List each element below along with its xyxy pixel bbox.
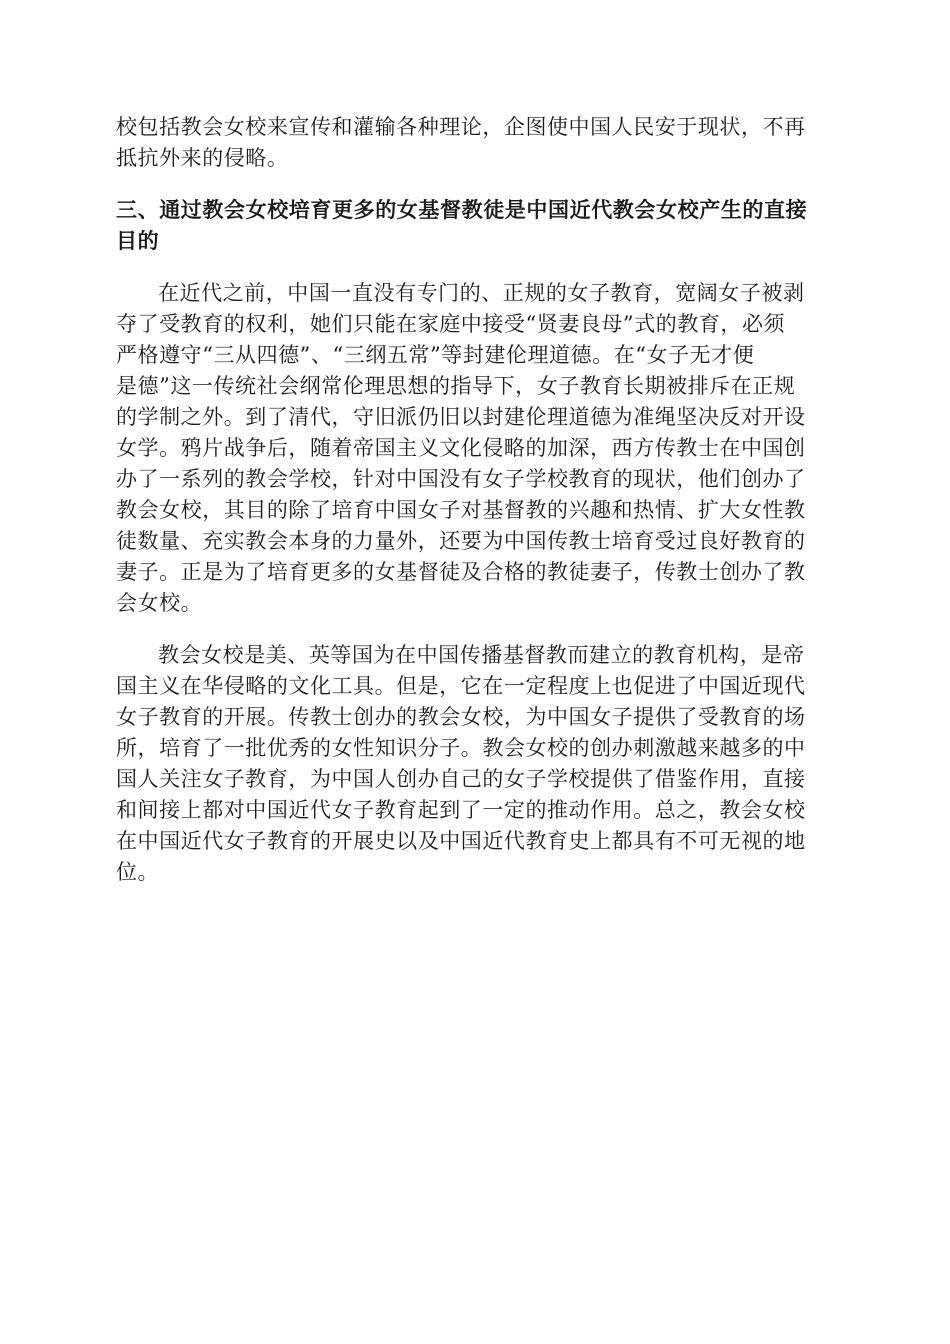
text-line: 会女校。 <box>116 591 203 615</box>
section-heading <box>116 195 832 257</box>
text-line: 教会女校，其目的除了培育中国女子对基督教的兴趣和热情、扩大女性教 <box>116 498 806 522</box>
text-line: 的学制之外。到了清代，守旧派仍旧以封建伦理道德为准绳坚决反对开设 <box>116 405 806 429</box>
body-paragraph-2 <box>116 640 832 888</box>
text-line: 位。 <box>116 860 160 884</box>
text-line: 办了一系列的教会学校，针对中国没有女子学校教育的现状，他们创办了 <box>116 467 806 491</box>
text-line: 夺了受教育的权利，她们只能在家庭中接受“贤妻良母”式的教育，必须 <box>116 312 786 336</box>
text-line: 校包括教会女校来宣传和灌输各种理论，企图使中国人民安于现状，不再 <box>116 115 806 139</box>
heading-line: 三、通过教会女校培育更多的女基督教徒是中国近代教会女校产生的直接 <box>116 198 808 222</box>
text-line: 是德”这一传统社会纲常伦理思想的指导下，女子教育长期被排斥在正规 <box>116 374 796 398</box>
text-line: 妻子。正是为了培育更多的女基督徒及合格的教徒妻子，传教士创办了教 <box>116 560 806 584</box>
text-line: 教会女校是美、英等国为在中国传播基督教而建立的教育机构，是帝 <box>158 643 805 667</box>
text-line: 在近代之前，中国一直没有专门的、正规的女子教育，宽阔女子被剥 <box>158 281 805 305</box>
text-line: 女子教育的开展。传教士创办的教会女校，为中国女子提供了受教育的场 <box>116 705 806 729</box>
text-line: 女学。鸦片战争后，随着帝国主义文化侵略的加深，西方传教士在中国创 <box>116 436 806 460</box>
text-line: 徒数量、充实教会本身的力量外，还要为中国传教士培育受过良好教育的 <box>116 529 806 553</box>
body-paragraph-1 <box>116 278 832 619</box>
document-page <box>116 112 832 888</box>
text-line: 国主义在华侵略的文化工具。但是，它在一定程度上也促进了中国近现代 <box>116 674 806 698</box>
text-line: 和间接上都对中国近代女子教育起到了一定的推动作用。总之，教会女校 <box>116 798 806 822</box>
text-line: 国人关注女子教育，为中国人创办自己的女子学校提供了借鉴作用，直接 <box>116 767 806 791</box>
text-line: 所，培育了一批优秀的女性知识分子。教会女校的创办刺激越来越多的中 <box>116 736 806 760</box>
text-line: 抵抗外来的侵略。 <box>116 146 289 170</box>
text-line: 严格遵守“三从四德”、“三纲五常”等封建伦理道德。在“女子无才便 <box>116 343 755 367</box>
continuation-paragraph <box>116 112 832 174</box>
text-line: 在中国近代女子教育的开展史以及中国近代教育史上都具有不可无视的地 <box>116 829 806 853</box>
heading-line: 目的 <box>116 229 160 253</box>
